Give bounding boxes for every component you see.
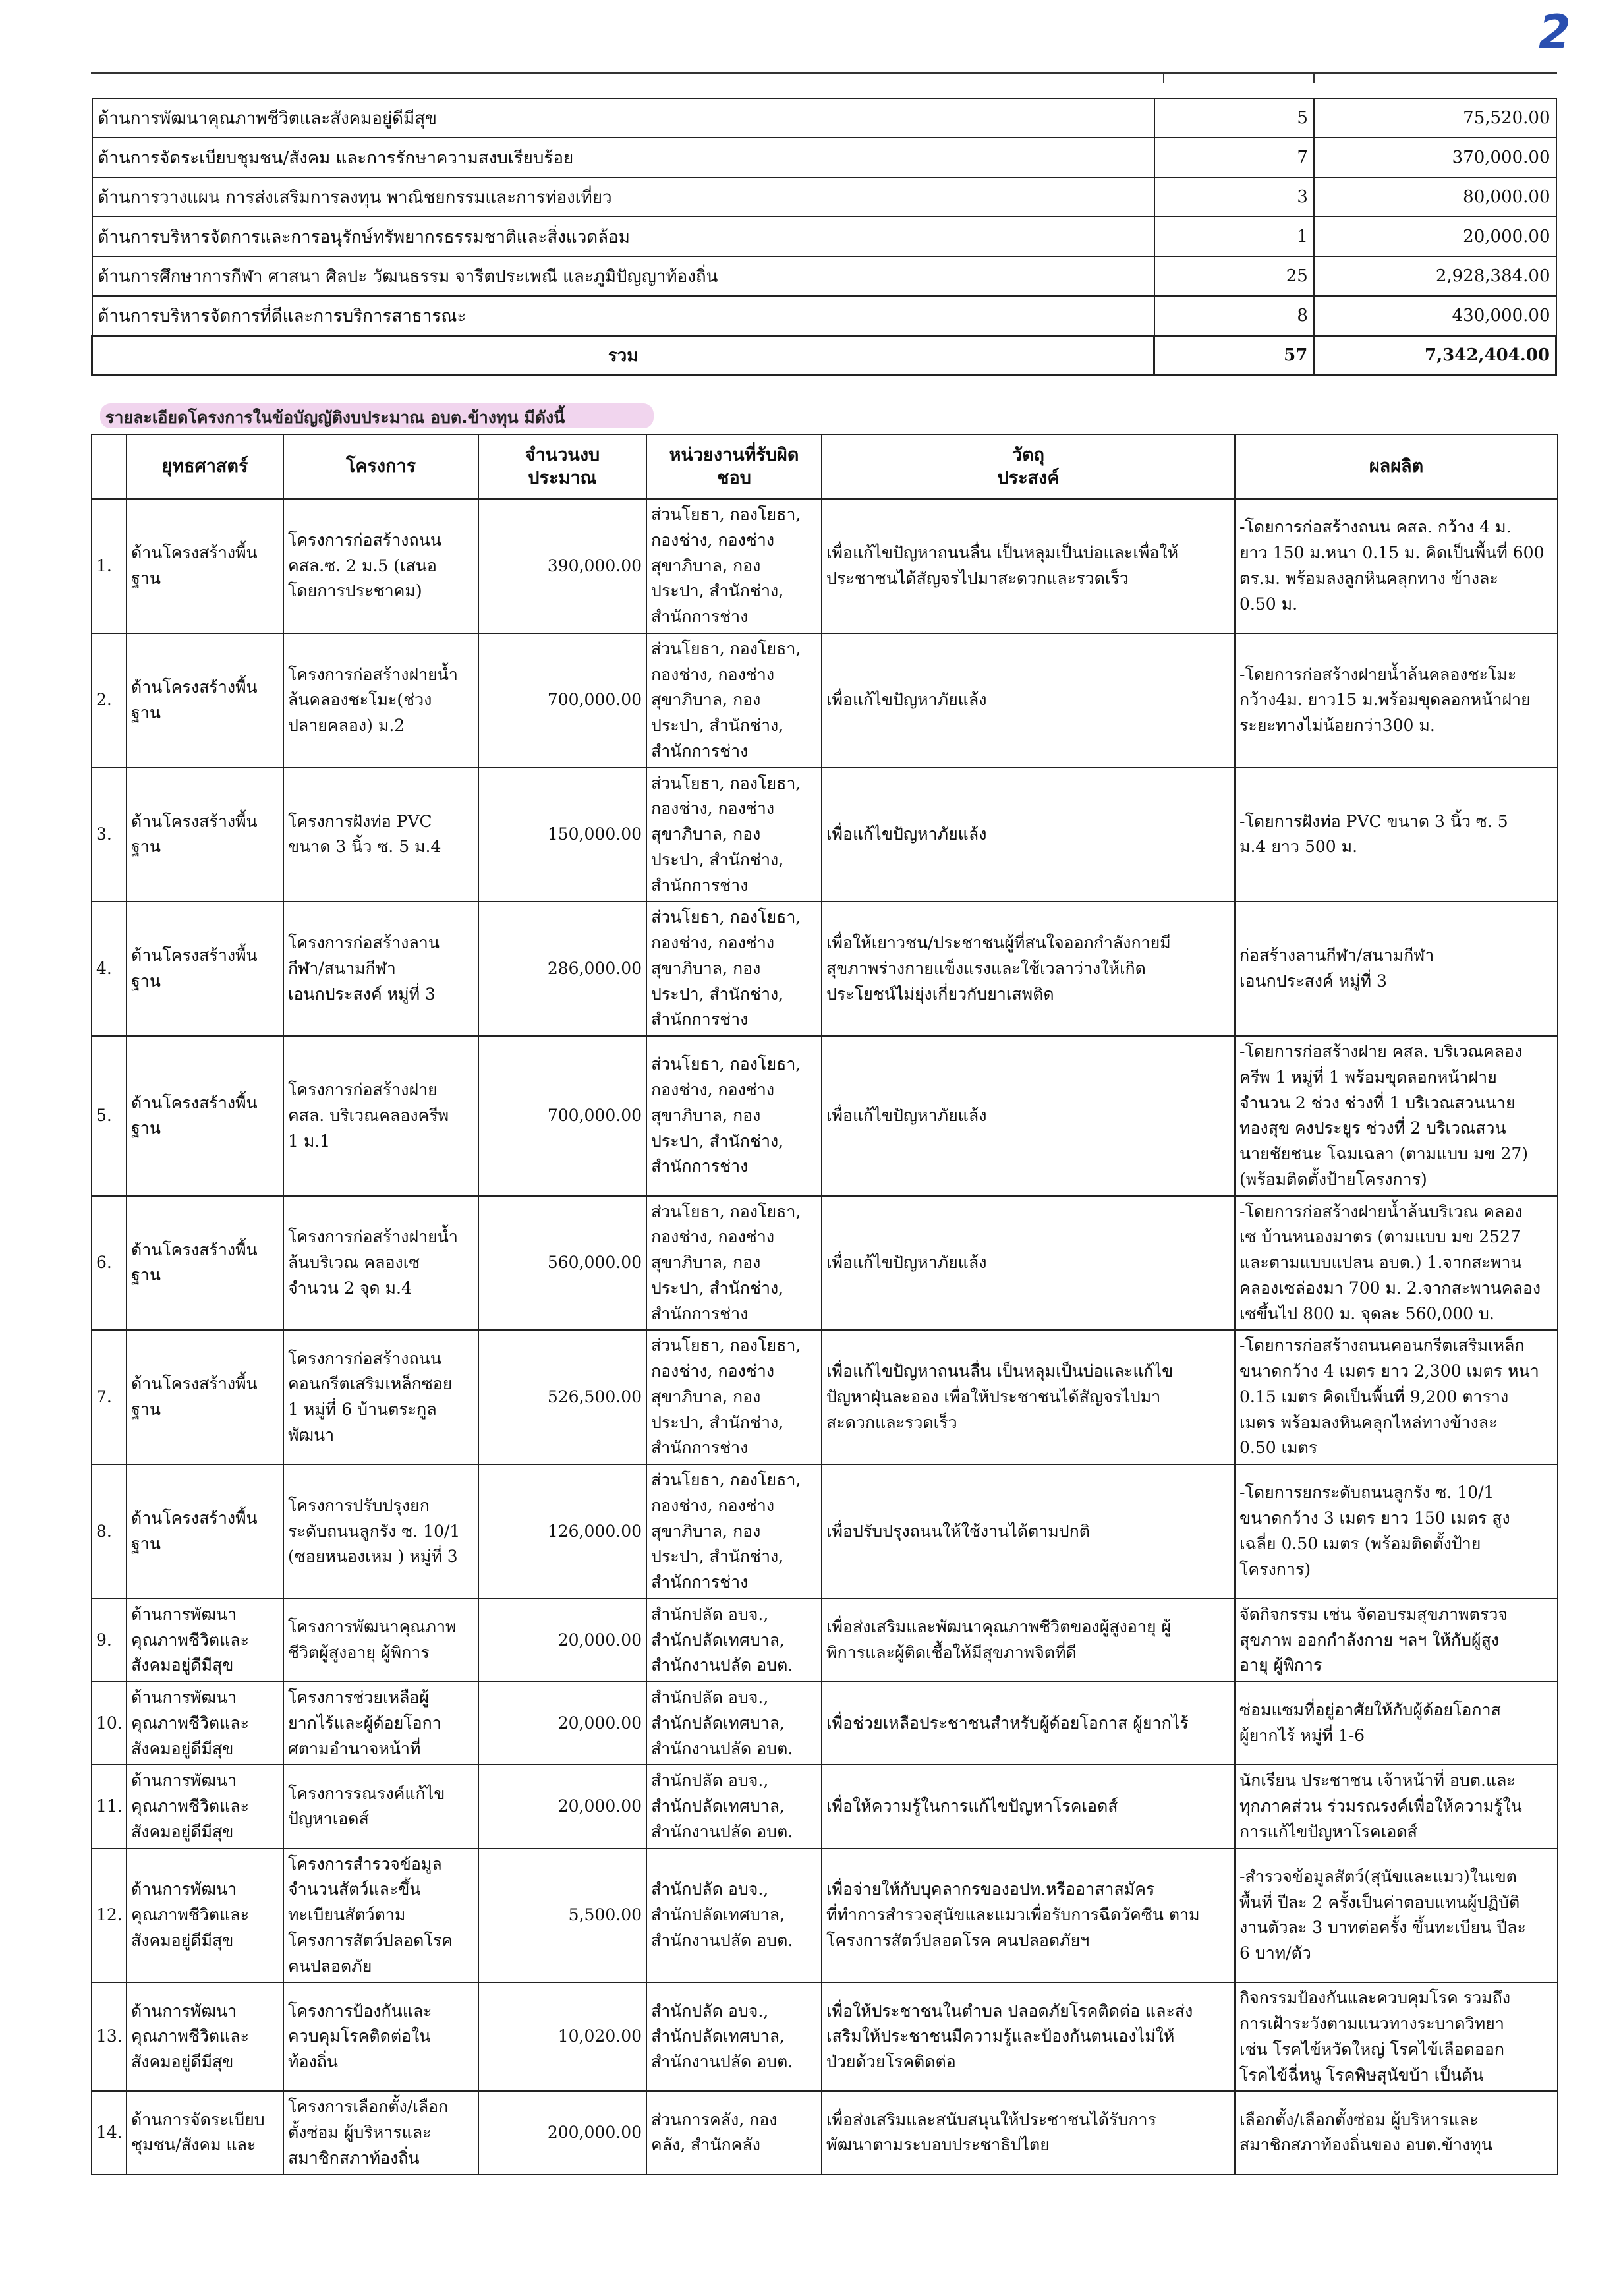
summary-count: 8 (1154, 296, 1314, 336)
row-budget: 700,000.00 (478, 633, 646, 768)
row-unit: สำนักปลัด อบจ., สำนักปลัดเทศบาล, สำนักงานปลัด อบต. (646, 1765, 822, 1848)
summary-count: 3 (1154, 177, 1314, 217)
summary-count: 7 (1154, 138, 1314, 177)
row-objective: เพื่อส่งเสริมและสนับสนุนให้ประชาชนได้รับการ พัฒนาตามระบอบประชาธิปไตย (822, 2091, 1235, 2174)
row-project: โครงการก่อสร้างฝายน้ำ ล้นคลองชะโมะ(ช่วง ปลายคลอง) ม.2 (283, 633, 478, 768)
row-output: ซ่อมแซมที่อยู่อาศัยให้กับผู้ด้อยโอกาส ผู้ยากไร้ หมู่ที่ 1-6 (1235, 1682, 1558, 1765)
row-unit: สำนักปลัด อบจ., สำนักปลัดเทศบาล, สำนักงานปลัด อบต. (646, 1982, 822, 2091)
row-budget: 20,000.00 (478, 1682, 646, 1765)
summary-total-row (92, 336, 1556, 375)
row-budget: 286,000.00 (478, 902, 646, 1036)
row-project: โครงการปรับปรุงยก ระดับถนนลูกรัง ซ. 10/1 (ซอยหนองเหม ) หมู่ที่ 3 (283, 1464, 478, 1599)
summary-name: ด้านการวางแผน การส่งเสริมการลงทุน พาณิชยกรรมและการท่องเที่ยว (92, 177, 1154, 217)
row-budget: 10,020.00 (478, 1982, 646, 2091)
row-output: -โดยการก่อสร้างฝายน้ำล้นคลองชะโมะ กว้าง4ม. ยาว15 ม.พร้อมขุดลอกหน้าฝาย ระยะทางไม่น้อยกว่า300 ม. (1235, 633, 1558, 768)
row-strategy: ด้านโครงสร้างพื้น ฐาน (127, 768, 283, 902)
header-strategy: ยุทธศาสตร์ (127, 434, 283, 499)
row-strategy: ด้านการจัดระเบียบ ชุมชน/สังคม และ (127, 2091, 283, 2174)
summary-row (92, 177, 1556, 217)
table-row (92, 499, 1558, 633)
project-table (91, 434, 1558, 2175)
row-project: โครงการพัฒนาคุณภาพ ชีวิตผู้สูงอายุ ผู้พิการ (283, 1599, 478, 1682)
summary-name: ด้านการบริหารจัดการและการอนุรักษ์ทรัพยากรธรรมชาติและสิ่งแวดล้อม (92, 217, 1154, 256)
row-project: โครงการฝังท่อ PVC ขนาด 3 นิ้ว ซ. 5 ม.4 (283, 768, 478, 902)
summary-row (92, 296, 1556, 336)
row-strategy: ด้านโครงสร้างพื้น ฐาน (127, 499, 283, 633)
summary-row (92, 217, 1556, 256)
row-project: โครงการสำรวจข้อมูล จำนวนสัตว์และขึ้น ทะเบียนสัตว์ตาม โครงการสัตว์ปลอดโรค คนปลอดภัย (283, 1849, 478, 1983)
table-row (92, 1464, 1558, 1599)
summary-amount: 75,520.00 (1314, 98, 1556, 138)
row-project: โครงการป้องกันและ ควบคุมโรคติดต่อใน ท้องถิ่น (283, 1982, 478, 2091)
row-objective: เพื่อแก้ไขปัญหาถนนลื่น เป็นหลุมเป็นบ่อและเพื่อให้ ประชาชนได้สัญจรไปมาสะดวกและรวดเร็ว (822, 499, 1235, 633)
summary-count: 25 (1154, 256, 1314, 296)
summary-name: ด้านการศึกษาการกีฬา ศาสนา ศิลปะ วัฒนธรรม จารีตประเพณี และภูมิปัญญาท้องถิ่น (92, 256, 1154, 296)
header-objective: วัตถุ ประสงค์ (822, 434, 1235, 499)
row-project: โครงการรณรงค์แก้ไข ปัญหาเอดส์ (283, 1765, 478, 1848)
row-output: เลือกตั้ง/เลือกตั้งซ่อม ผู้บริหารและ สมาชิกสภาท้องถิ่นของ อบต.ข้างทุน (1235, 2091, 1558, 2174)
row-objective: เพื่อแก้ไขปัญหาภัยแล้ง (822, 1196, 1235, 1331)
row-output: -โดยการก่อสร้างถนนคอนกรีตเสริมเหล็ก ขนาดกว้าง 4 เมตร ยาว 2,300 เมตร หนา 0.15 เมตร คิดเป็นพื้นที่ 9,200 ตาราง เมตร พร้อมลงหินคลุกไหล่ทางข้างละ 0.50 เมตร (1235, 1330, 1558, 1464)
row-budget: 390,000.00 (478, 499, 646, 633)
summary-name: ด้านการจัดระเบียบชุมชน/สังคม และการรักษาความสงบเรียบร้อย (92, 138, 1154, 177)
row-strategy: ด้านโครงสร้างพื้น ฐาน (127, 902, 283, 1036)
row-number: 5. (92, 1036, 127, 1196)
summary-amount: 2,928,384.00 (1314, 256, 1556, 296)
header-project: โครงการ (283, 434, 478, 499)
summary-name: ด้านการบริหารจัดการที่ดีและการบริการสาธารณะ (92, 296, 1154, 336)
row-strategy: ด้านการพัฒนา คุณภาพชีวิตและ สังคมอยู่ดีมีสุข (127, 1765, 283, 1848)
table-row (92, 1196, 1558, 1331)
row-budget: 200,000.00 (478, 2091, 646, 2174)
summary-amount: 80,000.00 (1314, 177, 1556, 217)
row-unit: ส่วนโยธา, กองโยธา, กองช่าง, กองช่าง สุขาภิบาล, กอง ประปา, สำนักช่าง, สำนักการช่าง (646, 1464, 822, 1599)
row-output: กิจกรรมป้องกันและควบคุมโรค รวมถึง การเฝ้าระวังตามแนวทางระบาดวิทยา เช่น โรคไข้หวัดใหญ่ โรคไข้เลือดออก โรคไข้ฉี่หนู โรคพิษสุนัขบ้า เป็นต้น (1235, 1982, 1558, 2091)
table-row (92, 768, 1558, 902)
row-strategy: ด้านโครงสร้างพื้น ฐาน (127, 1464, 283, 1599)
row-number: 9. (92, 1599, 127, 1682)
row-budget: 150,000.00 (478, 768, 646, 902)
top-rule-tick (1163, 72, 1164, 83)
row-output: นักเรียน ประชาชน เจ้าหน้าที่ อบต.และ ทุกภาคส่วน ร่วมรณรงค์เพื่อให้ความรู้ใน การแก้ไขปัญหาโรคเอดส์ (1235, 1765, 1558, 1848)
summary-total-count: 57 (1154, 336, 1314, 375)
summary-amount: 370,000.00 (1314, 138, 1556, 177)
row-strategy: ด้านการพัฒนา คุณภาพชีวิตและ สังคมอยู่ดีมีสุข (127, 1849, 283, 1983)
table-row (92, 2091, 1558, 2174)
page-number: 2 (1539, 5, 1571, 59)
row-budget: 5,500.00 (478, 1849, 646, 1983)
header-unit: หน่วยงานที่รับผิด ชอบ (646, 434, 822, 499)
row-output: ก่อสร้างลานกีฬา/สนามกีฬา เอนกประสงค์ หมู่ที่ 3 (1235, 902, 1558, 1036)
row-project: โครงการเลือกตั้ง/เลือก ตั้งซ่อม ผู้บริหารและ สมาชิกสภาท้องถิ่น (283, 2091, 478, 2174)
row-project: โครงการก่อสร้างฝายน้ำ ล้นบริเวณ คลองเซ จำนวน 2 จุด ม.4 (283, 1196, 478, 1331)
row-unit: ส่วนโยธา, กองโยธา, กองช่าง, กองช่าง สุขาภิบาล, กอง ประปา, สำนักช่าง, สำนักการช่าง (646, 633, 822, 768)
summary-table (91, 98, 1557, 376)
row-unit: ส่วนโยธา, กองโยธา, กองช่าง, กองช่าง สุขาภิบาล, กอง ประปา, สำนักช่าง, สำนักการช่าง (646, 499, 822, 633)
row-unit: สำนักปลัด อบจ., สำนักปลัดเทศบาล, สำนักงานปลัด อบต. (646, 1599, 822, 1682)
row-project: โครงการก่อสร้างลาน กีฬา/สนามกีฬา เอนกประสงค์ หมู่ที่ 3 (283, 902, 478, 1036)
row-budget: 526,500.00 (478, 1330, 646, 1464)
row-unit: ส่วนโยธา, กองโยธา, กองช่าง, กองช่าง สุขาภิบาล, กอง ประปา, สำนักช่าง, สำนักการช่าง (646, 1036, 822, 1196)
table-caption: รายละเอียดโครงการในข้อบัญญัติงบประมาณ อบต.ข้างทุน มีดังนี้ (105, 408, 565, 427)
summary-total-amount: 7,342,404.00 (1314, 336, 1556, 375)
row-strategy: ด้านการพัฒนา คุณภาพชีวิตและ สังคมอยู่ดีมีสุข (127, 1682, 283, 1765)
table-row (92, 902, 1558, 1036)
row-budget: 700,000.00 (478, 1036, 646, 1196)
row-budget: 20,000.00 (478, 1599, 646, 1682)
row-objective: เพื่อให้ความรู้ในการแก้ไขปัญหาโรคเอดส์ (822, 1765, 1235, 1848)
row-number: 8. (92, 1464, 127, 1599)
row-budget: 126,000.00 (478, 1464, 646, 1599)
summary-row (92, 256, 1556, 296)
row-output: -สำรวจข้อมูลสัตว์(สุนัขและแมว)ในเขต พื้นที่ ปีละ 2 ครั้งเป็นค่าตอบแทนผู้ปฏิบัติ งานตัวละ 3 บาทต่อครั้ง ขึ้นทะเบียน ปีละ 6 บาท/ตัว (1235, 1849, 1558, 1983)
row-number: 1. (92, 499, 127, 633)
row-unit: ส่วนโยธา, กองโยธา, กองช่าง, กองช่าง สุขาภิบาล, กอง ประปา, สำนักช่าง, สำนักการช่าง (646, 1196, 822, 1331)
row-objective: เพื่อแก้ไขปัญหาถนนลื่น เป็นหลุมเป็นบ่อและแก้ไข ปัญหาฝุ่นละออง เพื่อให้ประชาชนได้สัญจรไปมา สะดวกและรวดเร็ว (822, 1330, 1235, 1464)
table-row (92, 633, 1558, 768)
row-number: 10. (92, 1682, 127, 1765)
summary-count: 1 (1154, 217, 1314, 256)
summary-amount: 430,000.00 (1314, 296, 1556, 336)
row-strategy: ด้านการพัฒนา คุณภาพชีวิตและ สังคมอยู่ดีมีสุข (127, 1599, 283, 1682)
row-objective: เพื่อช่วยเหลือประชาชนสำหรับผู้ด้อยโอกาส ผู้ยากไร้ (822, 1682, 1235, 1765)
row-number: 7. (92, 1330, 127, 1464)
row-strategy: ด้านโครงสร้างพื้น ฐาน (127, 633, 283, 768)
summary-name: ด้านการพัฒนาคุณภาพชีวิตและสังคมอยู่ดีมีสุข (92, 98, 1154, 138)
summary-total-label: รวม (92, 336, 1154, 375)
summary-row (92, 98, 1556, 138)
table-row (92, 1765, 1558, 1848)
row-unit: สำนักปลัด อบจ., สำนักปลัดเทศบาล, สำนักงานปลัด อบต. (646, 1682, 822, 1765)
row-unit: ส่วนโยธา, กองโยธา, กองช่าง, กองช่าง สุขาภิบาล, กอง ประปา, สำนักช่าง, สำนักการช่าง (646, 902, 822, 1036)
row-number: 12. (92, 1849, 127, 1983)
row-objective: เพื่อแก้ไขปัญหาภัยแล้ง (822, 1036, 1235, 1196)
row-objective: เพื่อส่งเสริมและพัฒนาคุณภาพชีวิตของผู้สูงอายุ ผู้ พิการและผู้ติดเชื้อให้มีสุขภาพจิตที่ดี (822, 1599, 1235, 1682)
row-budget: 20,000.00 (478, 1765, 646, 1848)
row-number: 4. (92, 902, 127, 1036)
row-number: 11. (92, 1765, 127, 1848)
row-output: -โดยการก่อสร้างฝาย คสล. บริเวณคลอง ครีพ 1 หมู่ที่ 1 พร้อมขุดลอกหน้าฝาย จำนวน 2 ช่วง ช่วงที่ 1 บริเวณสวนนาย ทองสุข คงประยูร ช่วงที่ 2 บริเวณสวน นายชัยชนะ โฉมเฉลา (ตามแบบ มข 27) (พร้อมติดตั้งป้ายโครงการ) (1235, 1036, 1558, 1196)
row-project: โครงการก่อสร้างฝาย คสล. บริเวณคลองครีพ 1 ม.1 (283, 1036, 478, 1196)
table-row (92, 1330, 1558, 1464)
row-project: โครงการก่อสร้างถนน คสล.ซ. 2 ม.5 (เสนอ โดยการประชาคม) (283, 499, 478, 633)
row-budget: 560,000.00 (478, 1196, 646, 1331)
row-output: จัดกิจกรรม เช่น จัดอบรมสุขภาพตรวจ สุขภาพ ออกกำลังกาย ฯลฯ ให้กับผู้สูง อายุ ผู้พิการ (1235, 1599, 1558, 1682)
row-number: 2. (92, 633, 127, 768)
row-unit: ส่วนโยธา, กองโยธา, กองช่าง, กองช่าง สุขาภิบาล, กอง ประปา, สำนักช่าง, สำนักการช่าง (646, 768, 822, 902)
table-row (92, 1682, 1558, 1765)
row-output: -โดยการฝังท่อ PVC ขนาด 3 นิ้ว ซ. 5 ม.4 ยาว 500 ม. (1235, 768, 1558, 902)
row-number: 6. (92, 1196, 127, 1331)
summary-amount: 20,000.00 (1314, 217, 1556, 256)
row-unit: ส่วนโยธา, กองโยธา, กองช่าง, กองช่าง สุขาภิบาล, กอง ประปา, สำนักช่าง, สำนักการช่าง (646, 1330, 822, 1464)
header-no (92, 434, 127, 499)
row-unit: สำนักปลัด อบจ., สำนักปลัดเทศบาล, สำนักงานปลัด อบต. (646, 1849, 822, 1983)
summary-count: 5 (1154, 98, 1314, 138)
top-rule-tick (1313, 72, 1315, 83)
row-objective: เพื่อแก้ไขปัญหาภัยแล้ง (822, 768, 1235, 902)
table-row (92, 1982, 1558, 2091)
row-number: 3. (92, 768, 127, 902)
row-project: โครงการก่อสร้างถนน คอนกรีตเสริมเหล็กซอย 1 หมู่ที่ 6 บ้านตระกูล พัฒนา (283, 1330, 478, 1464)
row-unit: ส่วนการคลัง, กอง คลัง, สำนักคลัง (646, 2091, 822, 2174)
table-row (92, 1036, 1558, 1196)
row-strategy: ด้านโครงสร้างพื้น ฐาน (127, 1196, 283, 1331)
header-output: ผลผลิต (1235, 434, 1558, 499)
row-objective: เพื่อปรับปรุงถนนให้ใช้งานได้ตามปกติ (822, 1464, 1235, 1599)
row-objective: เพื่อแก้ไขปัญหาภัยแล้ง (822, 633, 1235, 768)
row-output: -โดยการยกระดับถนนลูกรัง ซ. 10/1 ขนาดกว้าง 3 เมตร ยาว 150 เมตร สูง เฉลี่ย 0.50 เมตร (พร้อมติดตั้งป้าย โครงการ) (1235, 1464, 1558, 1599)
table-row (92, 1599, 1558, 1682)
row-strategy: ด้านการพัฒนา คุณภาพชีวิตและ สังคมอยู่ดีมีสุข (127, 1982, 283, 2091)
row-strategy: ด้านโครงสร้างพื้น ฐาน (127, 1036, 283, 1196)
summary-row (92, 138, 1556, 177)
row-output: -โดยการก่อสร้างฝายน้ำล้นบริเวณ คลอง เซ บ้านหนองมาตร (ตามแบบ มข 2527 และตามแบบแปลน อบต.) 1.จากสะพาน คลองเซล่องมา 700 ม. 2.จากสะพานคลอง เซขึ้นไป 800 ม. จุดละ 560,000 บ. (1235, 1196, 1558, 1331)
row-output: -โดยการก่อสร้างถนน คสล. กว้าง 4 ม. ยาว 150 ม.หนา 0.15 ม. คิดเป็นพื้นที่ 600 ตร.ม. พร้อมลงลูกหินคลุกทาง ข้างละ 0.50 ม. (1235, 499, 1558, 633)
header-budget: จำนวนงบ ประมาณ (478, 434, 646, 499)
row-number: 13. (92, 1982, 127, 2091)
row-objective: เพื่อให้ประชาชนในตำบล ปลอดภัยโรคติดต่อ และส่ง เสริมให้ประชาชนมีความรู้และป้องกันตนเองไม่ให้ ป่วยด้วยโรคติดต่อ (822, 1982, 1235, 2091)
row-objective: เพื่อจ่ายให้กับบุคลากรของอปท.หรืออาสาสมัคร ที่ทำการสำรวจสุนัขและแมวเพื่อรับการฉีดวัคซีน ตาม โครงการสัตว์ปลอดโรค คนปลอดภัยฯ (822, 1849, 1235, 1983)
table-row (92, 1849, 1558, 1983)
top-rule (91, 72, 1557, 74)
row-project: โครงการช่วยเหลือผู้ ยากไร้และผู้ด้อยโอกา ศตามอำนาจหน้าที่ (283, 1682, 478, 1765)
row-number: 14. (92, 2091, 127, 2174)
header-row (92, 434, 1558, 499)
row-objective: เพื่อให้เยาวชน/ประชาชนผู้ที่สนใจออกกำลังกายมี สุขภาพร่างกายแข็งแรงและใช้เวลาว่างให้เกิด ประโยชน์ไม่ยุ่งเกี่ยวกับยาเสพติด (822, 902, 1235, 1036)
row-strategy: ด้านโครงสร้างพื้น ฐาน (127, 1330, 283, 1464)
